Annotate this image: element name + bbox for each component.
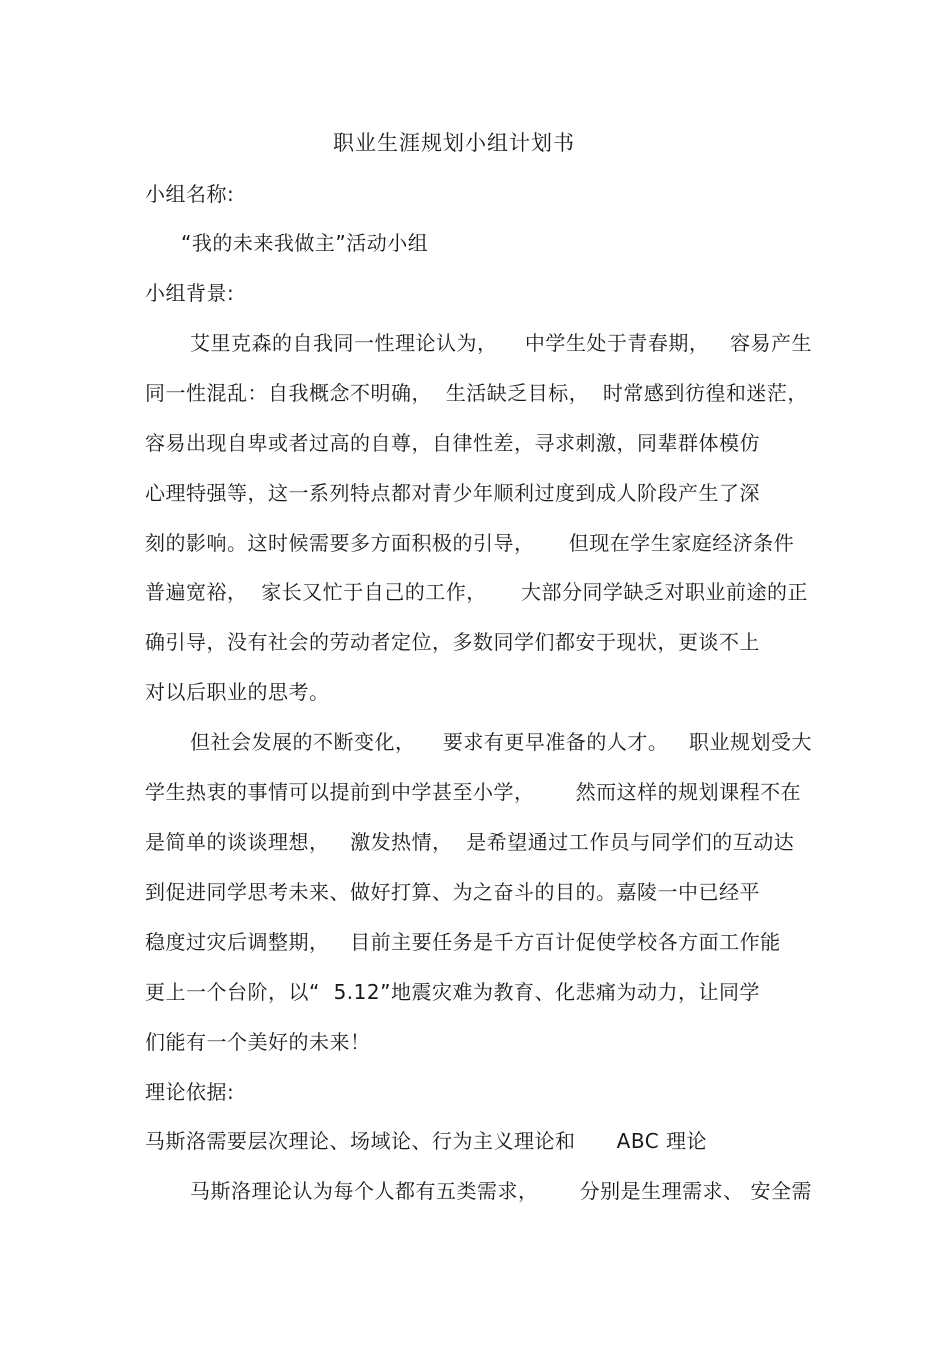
paragraph-line: 是简单的谈谈理想， 激发热情， 是希望通过工作员与同学们的互动达 — [145, 830, 795, 854]
paragraph-line: 容易出现自卑或者过高的自尊，自律性差，寻求刺激，同辈群体模仿 — [145, 431, 760, 455]
paragraph-line: 艾里克森的自我同一性理论认为， 中学生处于青春期， 容易产生 — [190, 331, 813, 355]
theory-list-line: 马斯洛需要层次理论、场域论、行为主义理论和 ABC 理论 — [145, 1129, 708, 1153]
paragraph-line: 们能有一个美好的未来！ — [145, 1030, 371, 1054]
paragraph-line: 学生热衷的事情可以提前到中学甚至小学， 然而这样的规划课程不在 — [145, 780, 802, 804]
paragraph-line: 稳度过灾后调整期， 目前主要任务是千方百计促使学校各方面工作能 — [145, 930, 781, 954]
paragraph-line: 心理特强等，这一系列特点都对青少年顺利过度到成人阶段产生了深 — [145, 481, 760, 505]
paragraph-line: 到促进同学思考未来、做好打算、为之奋斗的目的。嘉陵一中已经平 — [145, 880, 760, 904]
paragraph-line: 普遍宽裕， 家长又忙于自己的工作， 大部分同学缺乏对职业前途的正 — [145, 580, 809, 604]
heading-group-background: 小组背景: — [145, 281, 235, 305]
paragraph-line: 但社会发展的不断变化， 要求有更早准备的人才。 职业规划受大 — [190, 730, 813, 754]
heading-group-name: 小组名称: — [145, 182, 235, 206]
paragraph-line: 同一性混乱：自我概念不明确， 生活缺乏目标， 时常感到彷徨和迷茫， — [145, 381, 808, 405]
paragraph-line: 确引导，没有社会的劳动者定位，多数同学们都安于现状，更谈不上 — [145, 630, 760, 654]
group-name-value: “我的未来我做主”活动小组 — [181, 231, 429, 255]
document-title: 职业生涯规划小组计划书 — [333, 131, 575, 155]
paragraph-line: 更上一个台阶，以“ 5.12”地震灾难为教育、化悲痛为动力，让同学 — [145, 980, 760, 1004]
paragraph-line: 对以后职业的思考。 — [145, 680, 330, 704]
paragraph-line: 马斯洛理论认为每个人都有五类需求， 分别是生理需求、 安全需 — [190, 1179, 813, 1203]
paragraph-line: 刻的影响。这时候需要多方面积极的引导， 但现在学生家庭经济条件 — [145, 531, 795, 555]
heading-theory-basis: 理论依据: — [145, 1080, 235, 1104]
